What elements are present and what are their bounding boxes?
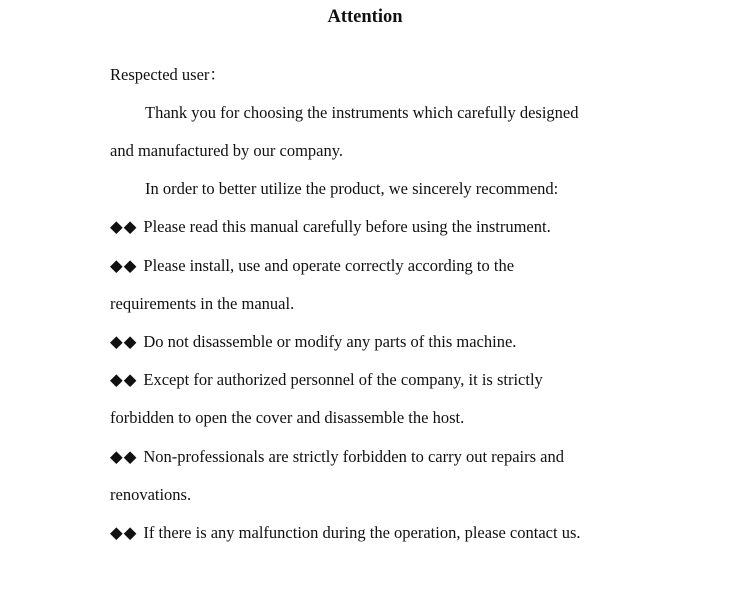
recommend-paragraph: In order to better utilize the product, we sincerely recommend:: [145, 179, 559, 198]
list-item-continuation: forbidden to open the cover and disassemble the host.: [110, 408, 465, 427]
list-item: [110, 370, 543, 390]
diamond-bullet-icon: ◆◆: [110, 447, 138, 466]
list-item-continuation: requirements in the manual.: [110, 294, 295, 313]
list-item-text: Non-professionals are strictly forbidden to carry out repairs and: [143, 447, 565, 466]
list-item: [110, 217, 551, 237]
list-item: [110, 332, 516, 352]
diamond-bullet-icon: ◆◆: [110, 332, 138, 351]
diamond-bullet-icon: ◆◆: [110, 370, 138, 389]
diamond-bullet-icon: ◆◆: [110, 217, 138, 236]
thanks-paragraph-line-1: Thank you for choosing the instruments which carefully designed: [145, 103, 579, 122]
diamond-bullet-icon: ◆◆: [110, 256, 138, 275]
page-title: Attention: [327, 7, 403, 27]
list-item-text: Please install, use and operate correctly according to the: [143, 256, 515, 275]
greeting: Respected user：: [110, 65, 226, 84]
thanks-paragraph-line-2: and manufactured by our company.: [110, 141, 344, 160]
list-item: [110, 447, 564, 467]
diamond-bullet-icon: ◆◆: [110, 523, 138, 542]
list-item-text: Except for authorized personnel of the company, it is strictly: [143, 370, 543, 389]
list-item: [110, 256, 514, 276]
list-item: [110, 523, 581, 543]
list-item-text: If there is any malfunction during the operation, please contact us.: [143, 523, 581, 542]
list-item-text: Please read this manual carefully before using the instrument.: [143, 217, 551, 236]
list-item-continuation: renovations.: [110, 485, 192, 504]
list-item-text: Do not disassemble or modify any parts of this machine.: [143, 332, 517, 351]
